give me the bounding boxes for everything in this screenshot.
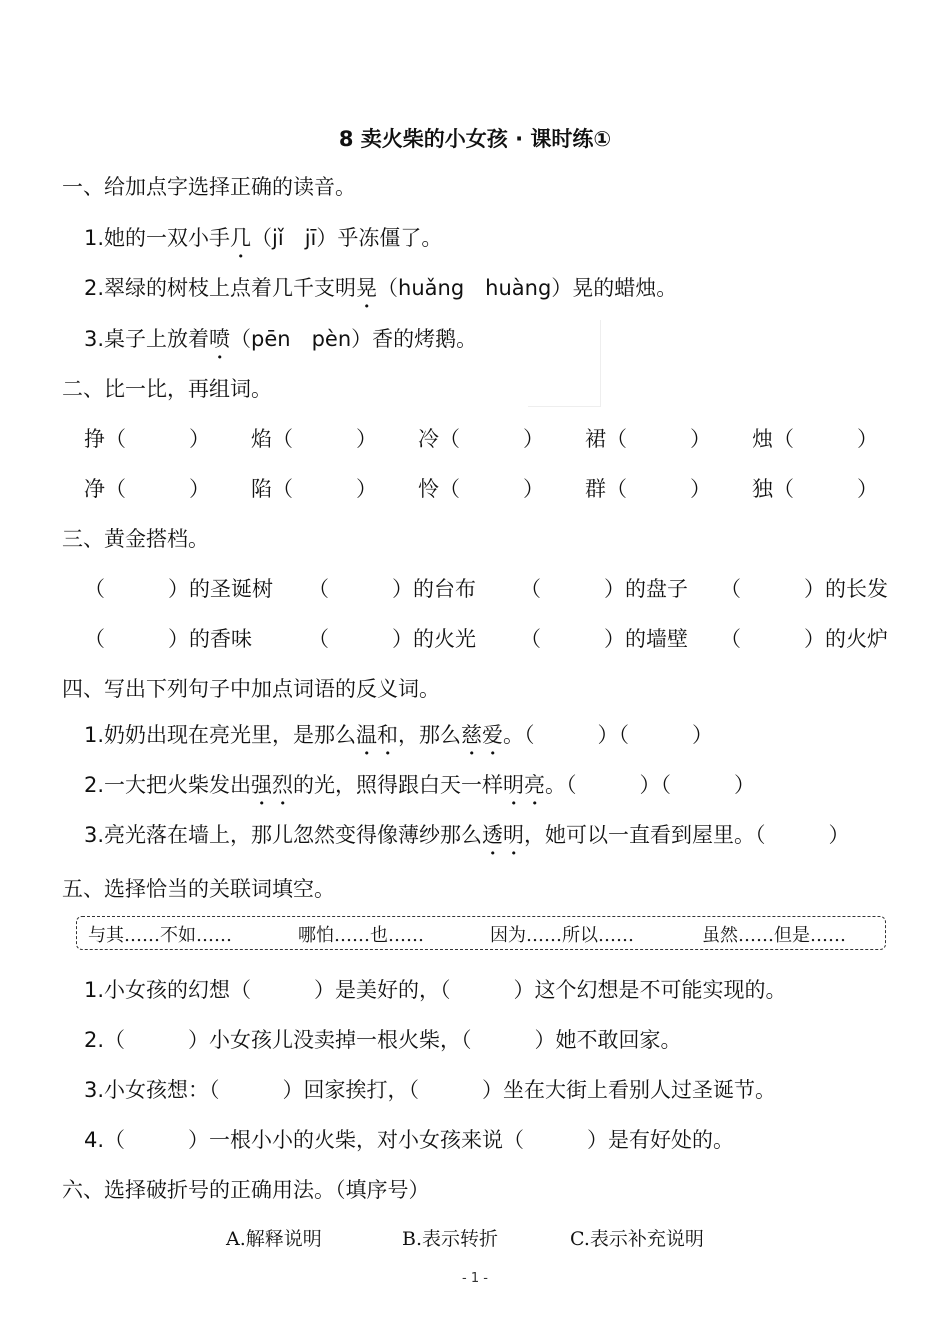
- s2-item: 独（ ）: [752, 477, 878, 501]
- section-5-heading: 五、选择恰当的关联词填空。: [62, 877, 335, 901]
- s5-question-2: 2.（ ）小女孩儿没卖掉一根火柴，（ ）她不敢回家。: [84, 1028, 682, 1052]
- s5-question-4: 4.（ ）一根小小的火柴，对小女孩来说（ ）是有好处的。: [84, 1128, 735, 1152]
- s4-question-2: 2.一大把火柴发出强烈的光，照得跟白天一样明亮。（ ）（ ）: [84, 773, 756, 797]
- s5-question-3: 3.小女孩想：（ ）回家挨打，（ ）坐在大街上看别人过圣诞节。: [84, 1078, 777, 1102]
- word-bank-option: 与其……不如……: [88, 925, 232, 946]
- s3-item: （ ）的香味: [84, 627, 252, 651]
- section-6-heading: 六、选择破折号的正确用法。（填序号）: [62, 1178, 430, 1202]
- section-2-heading: 二、比一比，再组词。: [62, 377, 272, 401]
- s3-item: （ ）的火光: [308, 627, 476, 651]
- word-bank-option: 虽然……但是……: [702, 925, 846, 946]
- s1-question-3: 3.桌子上放着喷（pēn pèn）香的烤鹅。: [84, 327, 478, 351]
- s5-question-1: 1.小女孩的幻想（ ）是美好的，（ ）这个幻想是不可能实现的。: [84, 978, 787, 1002]
- s3-item: （ ）的长发: [720, 577, 888, 601]
- s3-item: （ ）的圣诞树: [84, 577, 273, 601]
- s2-item: 净（ ）: [84, 477, 210, 501]
- choice-c: C.表示补充说明: [570, 1228, 704, 1250]
- s1-question-1: 1.她的一双小手几（jǐ jī）乎冻僵了。: [84, 226, 443, 250]
- section-1-heading: 一、给加点字选择正确的读音。: [62, 175, 356, 199]
- s2-item: 焰（ ）: [251, 427, 377, 451]
- s2-item: 冷（ ）: [418, 427, 544, 451]
- section-4-heading: 四、写出下列句子中加点词语的反义词。: [62, 677, 440, 701]
- s2-item: 陷（ ）: [251, 477, 377, 501]
- s4-question-1: 1.奶奶出现在亮光里，是那么温和，那么慈爱。（ ）（ ）: [84, 723, 714, 747]
- word-bank-option: 因为……所以……: [490, 925, 634, 946]
- word-bank-option: 哪怕……也……: [298, 925, 424, 946]
- choice-a: A.解释说明: [226, 1228, 322, 1250]
- scan-artifact: [528, 320, 601, 407]
- s2-item: 群（ ）: [585, 477, 711, 501]
- s2-item: 烛（ ）: [752, 427, 878, 451]
- page-title: 8 卖火柴的小女孩 · 课时练①: [338, 127, 612, 151]
- s1-question-2: 2.翠绿的树枝上点着几千支明晃（huǎng huàng）晃的蜡烛。: [84, 276, 678, 300]
- s4-question-3: 3.亮光落在墙上，那儿忽然变得像薄纱那么透明，她可以一直看到屋里。（ ）: [84, 823, 850, 847]
- s2-item: 挣（ ）: [84, 427, 210, 451]
- s3-item: （ ）的台布: [308, 577, 476, 601]
- section-3-heading: 三、黄金搭档。: [62, 527, 209, 551]
- s2-item: 怜（ ）: [418, 477, 544, 501]
- s2-item: 裙（ ）: [585, 427, 711, 451]
- s3-item: （ ）的盘子: [520, 577, 688, 601]
- choice-b: B.表示转折: [402, 1228, 499, 1250]
- s3-item: （ ）的墙壁: [520, 627, 688, 651]
- s3-item: （ ）的火炉: [720, 627, 888, 651]
- page-number: - 1 -: [462, 1271, 488, 1286]
